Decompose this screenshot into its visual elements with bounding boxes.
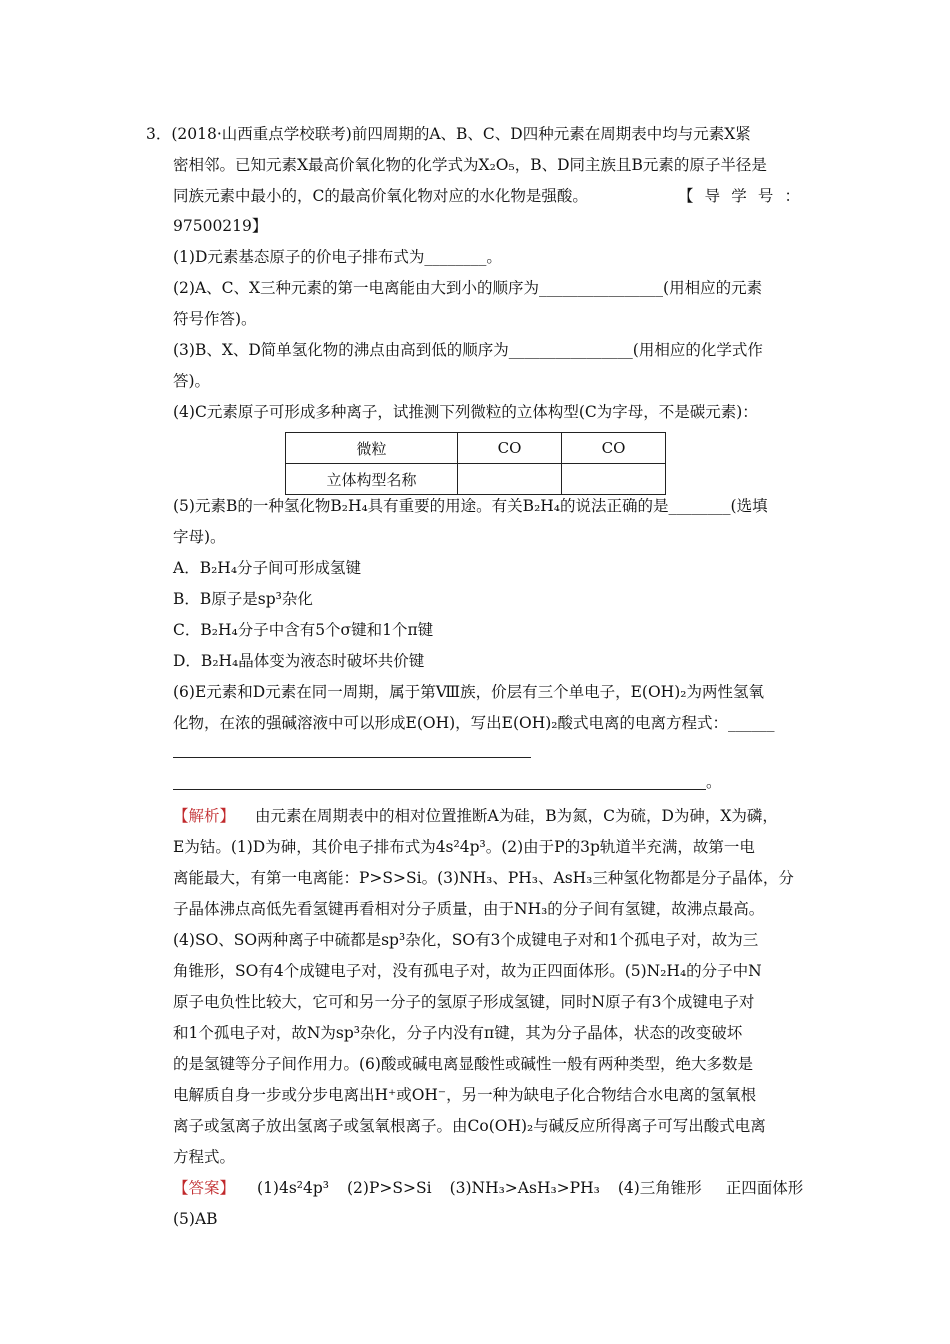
answer-2: (2)P>S>Si bbox=[347, 1179, 432, 1197]
answer-4: (4)三角锥形 bbox=[617, 1179, 702, 1197]
table-header-particle: 微粒 bbox=[286, 433, 458, 464]
analysis-line-3: 离能最大，有第一电离能：P>S>Si。(3)NH₃、PH₃、AsH₃三种氢化物都是分子晶体，分 bbox=[173, 869, 794, 887]
answer-3: (3)NH₃>AsH₃>PH₃ bbox=[449, 1179, 600, 1197]
question-stem-line-3: 同族元素中最小的，C的最高价氧化物对应的水化物是强酸。 bbox=[173, 187, 588, 205]
analysis-line-12: 方程式。 bbox=[173, 1148, 236, 1166]
answer-blank-line bbox=[173, 757, 531, 758]
answer-tag: 【答案】 bbox=[173, 1179, 236, 1197]
analysis-line-9: 的是氢键等分子间作用力。(6)酸或碱电离显酸性或碱性一般有两种类型，绝大多数是 bbox=[173, 1055, 753, 1073]
analysis-line-4: 子晶体沸点高低先看氢键再看相对分子质量，由于NH₃的分子间有氢键，故沸点最高。 bbox=[173, 900, 765, 918]
question-first-line bbox=[146, 122, 751, 146]
analysis-line-11: 离子或氢离子放出氢离子或氢氧根离子。由Co(OH)₂与碱反应所得离子可写出酸式电离 bbox=[173, 1117, 766, 1135]
table-cell bbox=[562, 464, 666, 495]
part-1: (1)D元素基态原子的价电子排布式为________。 bbox=[173, 248, 502, 266]
guide-number: 97500219】 bbox=[173, 217, 268, 235]
analysis-first-line bbox=[173, 804, 778, 828]
question-stem-line-1: 前四周期的A、B、C、D四种元素在周期表中均与元素X紧 bbox=[351, 125, 751, 143]
answer-5: (5)AB bbox=[173, 1210, 218, 1228]
part-5-line-2: 字母)。 bbox=[173, 528, 226, 546]
part-2-line-1: (2)A、C、X三种元素的第一电离能由大到小的顺序为________________(用相应的元素 bbox=[173, 279, 763, 297]
analysis-line-5: (4)SO、SO两种离子中硫都是sp³杂化，SO有3个成键电子对和1个孤电子对，故为三 bbox=[173, 931, 759, 949]
blank-end-period: 。 bbox=[706, 773, 722, 791]
table-row bbox=[286, 433, 666, 464]
part-2-line-2: 符号作答)。 bbox=[173, 310, 257, 328]
question-number: 3． bbox=[146, 125, 172, 143]
option-d: D．B₂H₄晶体变为液态时破坏共价键 bbox=[173, 652, 425, 670]
part-5-line-1: (5)元素B的一种氢化物B₂H₄具有重要的用途。有关B₂H₄的说法正确的是________(选填 bbox=[173, 497, 768, 515]
geometry-table bbox=[285, 432, 666, 495]
part-4: (4)C元素原子可形成多种离子，试推测下列微粒的立体构型(C为字母，不是碳元素)： bbox=[173, 403, 758, 421]
table-row-label: 立体构型名称 bbox=[286, 464, 458, 495]
part-6-line-2: 化物，在浓的强碱溶液中可以形成E(OH)，写出E(OH)₂酸式电离的电离方程式：______ bbox=[173, 714, 775, 732]
question-source: (2018·山西重点学校联考) bbox=[171, 125, 352, 143]
analysis-tag: 【解析】 bbox=[173, 807, 236, 825]
analysis-line-2: E为钴。(1)D为砷，其价电子排布式为4s²4p³。(2)由于P的3p轨道半充满，故第一电 bbox=[173, 838, 755, 856]
analysis-line-8: 和1个孤电子对，故N为sp³杂化，分子内没有π键，其为分子晶体，状态的改变破坏 bbox=[173, 1024, 743, 1042]
answer-4b: 正四面体形 bbox=[725, 1179, 804, 1197]
table-row bbox=[286, 464, 666, 495]
table-cell bbox=[458, 464, 562, 495]
analysis-line-7: 原子电负性比较大，它可和另一分子的氢原子形成氢键，同时N原子有3个成键电子对 bbox=[173, 993, 755, 1011]
option-a: A．B₂H₄分子间可形成氢键 bbox=[173, 559, 362, 577]
answer-1: (1)4s²4p³ bbox=[257, 1179, 329, 1197]
guide-number-label: 【 导 学 号 ： bbox=[678, 187, 800, 205]
option-b: B．B原子是sp³杂化 bbox=[173, 590, 313, 608]
table-header-ion-2: CO bbox=[562, 433, 666, 464]
answer-blank-line bbox=[173, 789, 706, 790]
analysis-line-10: 电解质自身一步或分步电离出H⁺或OH⁻，另一种为缺电子化合物结合水电离的氢氧根 bbox=[173, 1086, 757, 1104]
part-6-line-1: (6)E元素和D元素在同一周期，属于第Ⅷ族，价层有三个单电子，E(OH)₂为两性氢氧 bbox=[173, 683, 764, 701]
table-header-ion-1: CO bbox=[458, 433, 562, 464]
analysis-line-6: 角锥形，SO有4个成键电子对，没有孤电子对，故为正四面体形。(5)N₂H₄的分子中N bbox=[173, 962, 762, 980]
part-3-line-2: 答)。 bbox=[173, 372, 211, 390]
analysis-line-1: 由元素在周期表中的相对位置推断A为硅，B为氮，C为硫，D为砷，X为磷， bbox=[255, 807, 778, 825]
part-3-line-1: (3)B、X、D简单氢化物的沸点由高到低的顺序为________________(用相应的化学式作 bbox=[173, 341, 763, 359]
answer-line bbox=[173, 1176, 803, 1200]
question-stem-line-2: 密相邻。已知元素X最高价氧化物的化学式为X₂O₅，B、D同主族且B元素的原子半径是 bbox=[173, 156, 767, 174]
option-c: C．B₂H₄分子中含有5个σ键和1个π键 bbox=[173, 621, 434, 639]
